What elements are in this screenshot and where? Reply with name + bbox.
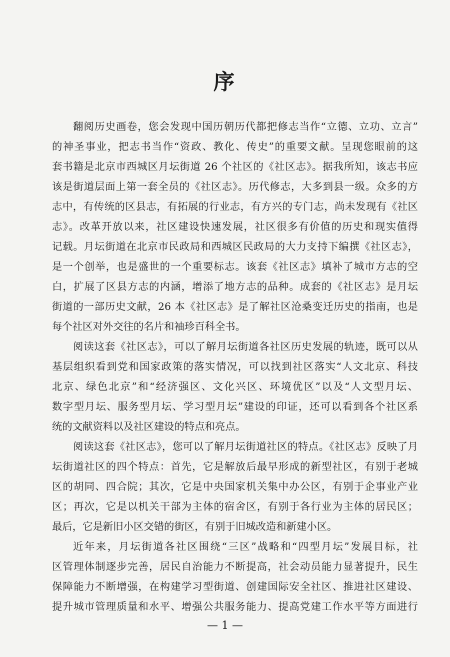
text-line: 是一个创举，也是盛世的一个重要标志。该套《社区志》填补了城市方志的空 [52,262,418,273]
text-line: 基层组织看到党和国家政策的落实情况，可以找到社区落实“人文北京、科技 [52,362,418,373]
text-line: 近年来，月坛街道各社区围绕“三区”战略和“四型月坛”发展目标，社 [73,542,418,553]
text-line: 数字型月坛、服务型月坛、学习型月坛”建设的印证，还可以看到各个社区系 [52,402,418,413]
text-line: 坛街道社区的四个特点：首先，它是解放后最早形成的新型社区，有别于老城 [52,462,418,473]
text-line: 最后，它是新旧小区交错的街区，有别于旧城改造和新建小区。 [52,522,338,533]
text-line: 志》。改革开放以来，社区建设快速发展，社区很多有价值的历史和现实值得 [52,222,418,233]
text-line: 区；再次，它是以机关干部为主体的宿舍区，有别于各行业为主体的居民区； [52,502,418,513]
page-title: 序 [213,70,237,94]
text-line: 翻阅历史画卷，您会发现中国历朝历代都把修志当作“立德、立功、立言” [73,122,418,133]
text-line: 统的文献资料以及社区建设的特点和亮点。 [52,422,246,433]
text-line: 北京、绿色北京”和“经济强区、文化兴区、环境优区”以及“人文型月坛、 [52,382,418,393]
text-line: 白，扩展了区县方志的内涵，增添了地方志的品种。成套的《社区志》是月坛 [52,282,418,293]
text-line: 保障能力不断增强，在构建学习型街道、创建国际安全社区、推进社区建设、 [52,582,418,593]
page-number: — 1 — [207,619,243,632]
preface-body [52,118,418,618]
text-line: 提升城市管理质量和水平、增强公共服务能力、提高党建工作水平等方面进行 [52,602,418,613]
text-line: 区的胡同、四合院；其次，它是中央国家机关集中办公区，有别于企事业产业 [52,482,418,493]
text-line: 阅读这套《社区志》，您可以了解月坛街道社区的特点。《社区志》反映了月 [73,442,418,453]
text-line: 阅读这套《社区志》，可以了解月坛街道各社区历史发展的轨迹，既可以从 [73,342,418,353]
text-line: 的神圣事业，把志书当作“资政、教化、传史”的重要文献。呈现您眼前的这 [52,142,418,153]
text-line: 每个社区对外交往的名片和袖珍百科全书。 [52,322,246,333]
text-line: 该是街道层面上第一套全员的《社区志》。历代修志，大多到县一级。众多的方 [52,182,418,193]
text-line: 记载。月坛街道在北京市民政局和西城区民政局的大力支持下编撰《社区志》， [52,242,418,253]
text-line: 套书籍是北京市西城区月坛街道 26 个社区的《社区志》。据我所知，该志书应 [52,162,418,173]
text-line: 街道的一部历史文献，26 本《社区志》是了解社区沧桑变迁历史的指南，也是 [52,302,418,313]
text-line: 区管理体制逐步完善，居民自治能力不断提高，社会动员能力显著提升，民生 [52,562,418,573]
text-line: 志中，有传统的区县志，有拓展的行业志，有方兴的专门志，尚未发现有《社区 [52,202,418,213]
